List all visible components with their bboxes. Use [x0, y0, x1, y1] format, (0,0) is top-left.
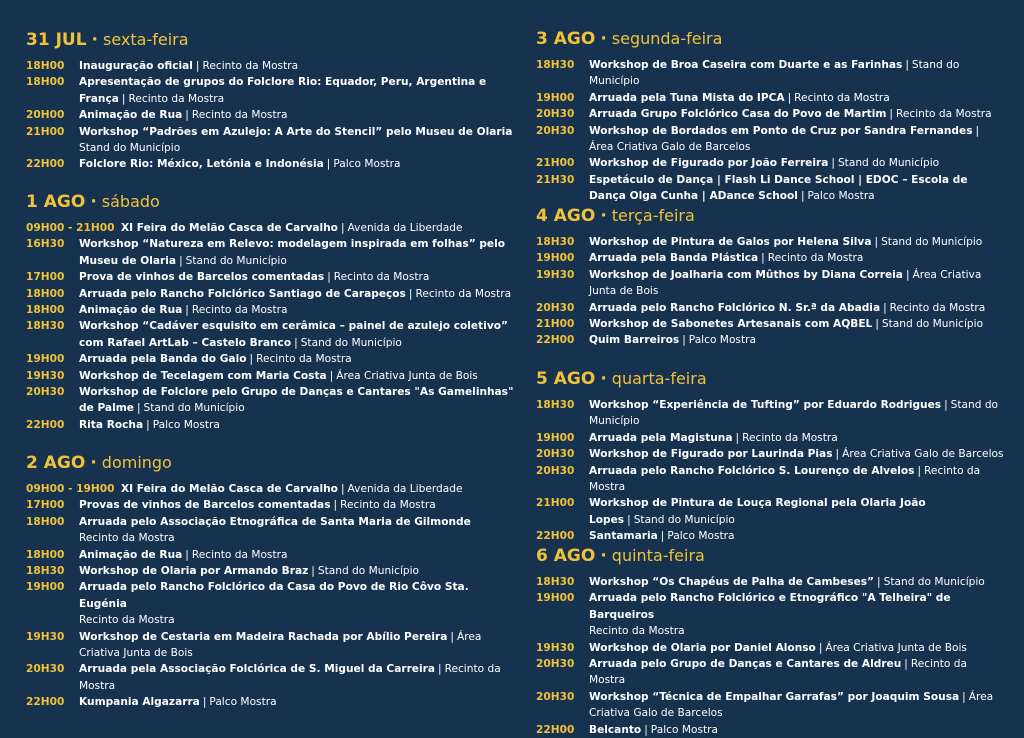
event-location: Recinto da Mostra [128, 92, 225, 105]
day-section [536, 206, 1004, 349]
event-row [536, 397, 1004, 430]
event-time: 19H00 [26, 353, 65, 366]
pipe-separator: | [438, 663, 442, 676]
pipe-separator: | [818, 641, 823, 654]
event-row [26, 236, 516, 269]
event-time: 19H00 [536, 91, 575, 104]
pipe-separator: | [735, 431, 740, 444]
event-time: 18H30 [536, 59, 575, 71]
event-time: 19H30 [26, 369, 65, 382]
separator-dot: · [90, 192, 97, 212]
event-row [26, 694, 516, 710]
day-header [26, 30, 516, 52]
day-section [26, 453, 516, 711]
pipe-separator: | [787, 91, 792, 104]
event-time: 18H00 [26, 287, 65, 300]
event-time: 09H00 - 19H00 [26, 483, 115, 495]
pipe-separator: | [340, 222, 345, 234]
event-time: 19H30 [26, 630, 65, 643]
event-time: 19H30 [536, 641, 575, 654]
event-time: 20H30 [26, 386, 65, 399]
event-title: Arruada pela Banda do Galo [79, 353, 247, 366]
event-title: Provas de vinhos de Barcelos comentadas [79, 499, 331, 512]
event-title: Animação de Rua [79, 109, 183, 122]
pipe-separator: | [944, 399, 948, 411]
day-header [536, 546, 1004, 568]
day-weekday: quarta-feira [611, 369, 707, 388]
event-row [26, 547, 516, 563]
event-row [536, 106, 1004, 122]
event-location: Recinto da Mostra [191, 304, 288, 317]
pipe-separator: | [627, 513, 631, 526]
event-location: Recinto da Mostra [589, 658, 967, 687]
event-location: Avenida da Liberdade [347, 222, 463, 234]
event-time: 19H00 [536, 592, 575, 605]
event-time: 19H00 [536, 431, 575, 444]
event-title: Arruada pelo Grupo de Danças e Cantares de Aldreu [589, 658, 902, 671]
event-title: Apresentação de grupos do Folclore Rio: Equador, Peru, Argentina e França [79, 76, 487, 105]
event-time: 09H00 - 21H00 [26, 222, 115, 234]
event-time: 21H00 [536, 497, 575, 510]
pipe-separator: | [875, 318, 879, 331]
day-header [26, 453, 516, 475]
event-location: Stand do Município [317, 565, 420, 578]
pipe-separator: | [179, 254, 183, 267]
event-location: Palco Mostra [667, 530, 735, 543]
event-time: 20H30 [536, 464, 575, 477]
event-row [26, 302, 516, 318]
event-location: Área Criativa Galo de Barcelos [589, 690, 994, 720]
day-weekday: sábado [101, 192, 160, 211]
event-row [26, 368, 516, 384]
event-time: 20H30 [536, 124, 575, 137]
event-location: Recinto da Mostra [340, 499, 436, 512]
event-location: Recinto da Mostra [589, 625, 685, 638]
event-title: Workshop de Figurado por João Ferreira [589, 157, 829, 170]
event-row [26, 124, 516, 157]
event-title: Arruada pelo Rancho Folclórico da Casa do Povo de Rio Côvo Sta. Eugénia [79, 581, 469, 610]
event-time: 19H00 [536, 252, 575, 265]
event-location: Stand do Município [185, 254, 287, 267]
pipe-separator: | [329, 369, 334, 382]
day-weekday: segunda-feira [611, 29, 723, 48]
day-header [26, 192, 516, 214]
pipe-separator: | [660, 530, 665, 543]
event-location: Recinto da Mostra [415, 287, 512, 300]
event-time: 20H00 [26, 109, 65, 122]
event-location: Área Criativa Galo de Barcelos [842, 448, 1004, 461]
event-title: Workshop de Broa Caseira com Duarte e as Farinhas [589, 59, 903, 71]
event-title: Workshop “Padrões em Azulejo: A Arte do Stencil” pelo Museu de Olaria [79, 125, 513, 138]
event-time: 19H30 [536, 268, 575, 281]
day-header [536, 369, 1004, 391]
event-row [536, 172, 1004, 205]
pipe-separator: | [408, 287, 413, 300]
day-date: 1 AGO [26, 192, 86, 212]
event-location: Palco Mostra [688, 334, 756, 347]
event-location: Stand do Município [881, 318, 984, 331]
event-title: Workshop de Pintura de Galos por Helena Silva [589, 236, 872, 248]
event-location: Área Criativa Junta de Bois [589, 268, 982, 298]
event-title: Prova de vinhos de Barcelos comentadas [79, 271, 325, 284]
event-time: 18H30 [536, 399, 575, 411]
pipe-separator: | [644, 723, 648, 736]
pipe-separator: | [311, 565, 315, 578]
event-location: Avenida da Liberdade [347, 483, 463, 495]
event-time: 22H00 [26, 696, 65, 709]
event-time: 22H00 [536, 530, 575, 543]
event-location: Área Criativa Junta de Bois [336, 369, 478, 382]
event-row [26, 107, 516, 123]
event-row [536, 332, 1004, 348]
event-title: Folclore Rio: México, Letónia e Indonésia [79, 158, 324, 171]
event-location: Recinto da Mostra [79, 614, 175, 627]
event-row [26, 481, 516, 497]
pipe-separator: | [202, 696, 207, 709]
separator-dot: · [91, 30, 99, 50]
day-date: 5 AGO [536, 369, 596, 389]
pipe-separator: | [835, 448, 840, 461]
event-location: Área Criativa Galo de Barcelos [589, 141, 751, 154]
event-title: Workshop de Cestaria em Madeira Rachada por Abílio Pereira [79, 630, 448, 643]
pipe-separator: | [327, 271, 331, 284]
pipe-separator: | [146, 418, 150, 431]
event-location: Recinto da Mostra [742, 431, 838, 444]
event-time: 22H00 [536, 723, 575, 736]
event-row [536, 90, 1004, 106]
day-date: 6 AGO [536, 546, 596, 566]
event-row [26, 384, 516, 417]
pipe-separator: | [800, 190, 805, 203]
event-row [536, 430, 1004, 446]
event-time: 18H30 [536, 236, 575, 248]
event-time: 21H00 [536, 157, 575, 170]
event-location: Palco Mostra [333, 158, 401, 171]
event-row [26, 563, 516, 579]
event-location: Área Criativa Junta de Bois [79, 630, 482, 660]
event-title: Workshop “Cadáver esquisito em cerâmica – painel de azulejo coletivo” com Rafael ArtLab – Castelo Branco [79, 320, 508, 349]
event-title: Workshop de Olaria por Daniel Alonso [589, 641, 816, 654]
event-title: Workshop “Natureza em Relevo: modelagem inspirada em folhas” pelo Museu de Olaria [79, 238, 506, 267]
event-row [26, 497, 516, 513]
day-section [536, 546, 1004, 738]
event-row [536, 123, 1004, 156]
event-row [26, 661, 516, 694]
event-location: Stand do Município [883, 576, 985, 588]
event-time: 20H30 [536, 448, 575, 461]
event-location: Palco Mostra [807, 190, 875, 203]
day-weekday: quinta-feira [611, 546, 705, 565]
event-time: 18H30 [26, 320, 65, 333]
day-header [536, 206, 1004, 228]
event-time: 18H30 [536, 576, 575, 588]
event-title: Animação de Rua [79, 548, 183, 561]
event-location: Recinto da Mostra [794, 91, 890, 104]
event-title: Workshop de Bordados em Ponto de Cruz por Sandra Fernandes [589, 124, 973, 137]
day-date: 4 AGO [536, 206, 596, 226]
event-location: Recinto da Mostra [202, 60, 299, 72]
event-row [536, 528, 1004, 544]
separator-dot: · [600, 369, 607, 389]
event-row [536, 495, 1004, 528]
event-time: 20H30 [536, 658, 575, 671]
event-time: 18H00 [26, 304, 65, 317]
pipe-separator: | [682, 334, 686, 347]
event-row [26, 629, 516, 662]
event-title: Belcanto [589, 723, 642, 736]
event-row [536, 722, 1004, 738]
event-location: Recinto da Mostra [589, 464, 981, 494]
separator-dot: · [600, 29, 607, 49]
event-row [26, 417, 516, 433]
event-location: Recinto da Mostra [767, 252, 864, 265]
day-header [536, 29, 1004, 51]
day-date: 31 JUL [26, 30, 87, 50]
event-row [536, 446, 1004, 462]
pipe-separator: | [333, 499, 338, 512]
pipe-separator: | [136, 402, 141, 415]
event-row [26, 318, 516, 351]
event-title: Arruada pelo Rancho Folclórico S. Lourenço de Alvelos [589, 464, 915, 477]
event-row [536, 689, 1004, 722]
event-title: Arruada pela Banda Plástica [589, 252, 759, 265]
event-row [536, 463, 1004, 496]
event-row [26, 351, 516, 367]
event-row [26, 58, 516, 74]
event-location: Recinto da Mostra [191, 109, 288, 122]
event-row [536, 574, 1004, 590]
event-time: 20H30 [536, 301, 575, 314]
event-time: 19H00 [26, 581, 65, 594]
event-time: 20H30 [536, 108, 575, 121]
event-row [536, 267, 1004, 300]
pipe-separator: | [831, 157, 835, 170]
event-row [26, 220, 516, 236]
pipe-separator: | [761, 252, 765, 265]
event-title: Workshop de Tecelagem com Maria Costa [79, 369, 327, 382]
event-time: 21H30 [536, 173, 575, 186]
event-time: 21H00 [26, 125, 65, 138]
event-title: Arruada pelo Rancho Folclórico Santiago de Carapeços [79, 287, 406, 300]
event-time: 18H00 [26, 60, 65, 72]
pipe-separator: | [185, 548, 189, 561]
separator-dot: · [90, 453, 97, 473]
event-title: Quim Barreiros [589, 334, 680, 347]
pipe-separator: | [877, 576, 881, 588]
event-time: 16H30 [26, 238, 65, 251]
event-location: Recinto da Mostra [191, 548, 288, 561]
pipe-separator: | [249, 353, 254, 366]
event-time: 17H00 [26, 271, 65, 284]
event-row [26, 286, 516, 302]
event-row [26, 579, 516, 628]
event-time: 18H00 [26, 515, 65, 528]
event-row [26, 156, 516, 172]
event-location: Stand do Município [881, 236, 983, 248]
day-date: 3 AGO [536, 29, 596, 49]
event-title: Animação de Rua [79, 304, 183, 317]
pipe-separator: | [874, 236, 879, 248]
event-title: XI Feira do Melão Casca de Carvalho [121, 483, 338, 495]
event-location: Recinto da Mostra [256, 353, 352, 366]
pipe-separator: | [185, 304, 189, 317]
event-time: 22H00 [26, 418, 65, 431]
pipe-separator: | [904, 658, 908, 671]
event-location: Recinto da Mostra [79, 663, 501, 692]
event-title: Arruada pela Associação Folclórica de S. Miguel da Carreira [79, 663, 435, 676]
event-location: Área Criativa Junta de Bois [825, 641, 967, 654]
day-section [536, 369, 1004, 545]
day-weekday: domingo [101, 453, 172, 472]
pipe-separator: | [450, 630, 454, 643]
event-row [536, 57, 1004, 90]
event-title: Arruada pela Tuna Mista do IPCA [589, 91, 785, 104]
event-time: 17H00 [26, 499, 65, 512]
event-title: Arruada pelo Rancho Folclórico N. Sr.ª da Abadia [589, 301, 881, 314]
pipe-separator: | [121, 92, 126, 105]
event-title: Kumpania Algazarra [79, 696, 200, 709]
event-location: Stand do Município [300, 336, 402, 349]
pipe-separator: | [883, 301, 887, 314]
event-row [536, 656, 1004, 689]
event-title: Workshop de Pintura de Louça Regional pela Olaria João Lopes [589, 497, 926, 526]
event-title: XI Feira do Melão Casca de Carvalho [121, 222, 338, 234]
pipe-separator: | [917, 464, 922, 477]
event-title: Workshop “Experiência de Tufting” por Eduardo Rodrigues [589, 399, 942, 411]
event-row [26, 514, 516, 547]
event-row [536, 316, 1004, 332]
pipe-separator: | [889, 108, 893, 121]
event-time: 22H00 [26, 158, 65, 171]
event-location: Palco Mostra [152, 418, 220, 431]
event-time: 18H00 [26, 76, 65, 89]
separator-dot: · [600, 546, 607, 566]
event-row [26, 74, 516, 107]
day-section [26, 192, 516, 433]
event-title: Workshop de Sabonetes Artesanais com AQBEL [589, 318, 873, 331]
event-location: Recinto da Mostra [889, 301, 986, 314]
event-location: Recinto da Mostra [79, 532, 175, 545]
event-time: 20H30 [536, 690, 575, 703]
event-time: 22H00 [536, 334, 575, 347]
event-title: Workshop de Figurado por Laurinda Pias [589, 448, 833, 461]
event-time: 21H00 [536, 318, 575, 331]
event-row [536, 640, 1004, 656]
event-title: Santamaria [589, 530, 658, 543]
pipe-separator: | [905, 268, 910, 281]
pipe-separator: | [975, 124, 980, 137]
pipe-separator: | [185, 109, 189, 122]
event-row [536, 300, 1004, 316]
event-title: Workshop “Técnica de Empalhar Garrafas” por Joaquim Sousa [589, 690, 960, 703]
event-location: Stand do Município [79, 142, 181, 155]
event-location: Stand do Município [143, 402, 245, 415]
event-row [536, 590, 1004, 639]
event-title: Espetáculo de Dança | Flash Li Dance School | EDOC – Escola de Dança Olga Cunha | ADance School [589, 173, 968, 203]
event-time: 18H00 [26, 548, 65, 561]
event-title: Arruada pelo Rancho Folclórico e Etnográfico "A Telheira" de Barqueiros [589, 592, 951, 621]
pipe-separator: | [340, 483, 345, 495]
event-location: Stand do Município [837, 157, 940, 170]
day-date: 2 AGO [26, 453, 86, 473]
event-title: Arruada Grupo Folclórico Casa do Povo de Martim [589, 108, 887, 121]
event-row [536, 250, 1004, 266]
event-title: Workshop de Joalharia com Mûthos by Diana Correia [589, 268, 903, 281]
event-location: Palco Mostra [650, 723, 718, 736]
day-section [26, 30, 516, 173]
event-title: Workshop de Olaria por Armando Braz [79, 565, 309, 578]
event-title: Workshop “Os Chapéus de Palha de Cambeses” [589, 576, 875, 588]
event-title: Arruada pelo Associação Etnográfica de Santa Maria de Gilmonde [79, 515, 471, 528]
event-location: Palco Mostra [209, 696, 277, 709]
event-title: Arruada pela Magistuna [589, 431, 733, 444]
separator-dot: · [600, 206, 607, 226]
event-row [536, 234, 1004, 250]
event-location: Stand do Município [589, 399, 999, 428]
day-section [536, 29, 1004, 205]
event-time: 18H30 [26, 565, 65, 578]
event-title: Inauguração oficial [79, 60, 193, 72]
event-row [536, 155, 1004, 171]
pipe-separator: | [294, 336, 298, 349]
pipe-separator: | [195, 60, 200, 72]
event-location: Stand do Município [589, 59, 960, 88]
pipe-separator: | [905, 59, 909, 71]
event-location: Stand do Município [633, 513, 735, 526]
event-time: 20H30 [26, 663, 65, 676]
pipe-separator: | [326, 158, 331, 171]
event-row [26, 269, 516, 285]
event-title: Workshop de Folclore pelo Grupo de Danças e Cantares "As Gamelinhas" de Palme [79, 386, 514, 415]
event-location: Recinto da Mostra [333, 271, 430, 284]
day-weekday: sexta-feira [103, 30, 189, 49]
event-location: Recinto da Mostra [896, 108, 992, 121]
pipe-separator: | [962, 690, 966, 703]
day-weekday: terça-feira [611, 206, 695, 225]
event-title: Rita Rocha [79, 418, 144, 431]
